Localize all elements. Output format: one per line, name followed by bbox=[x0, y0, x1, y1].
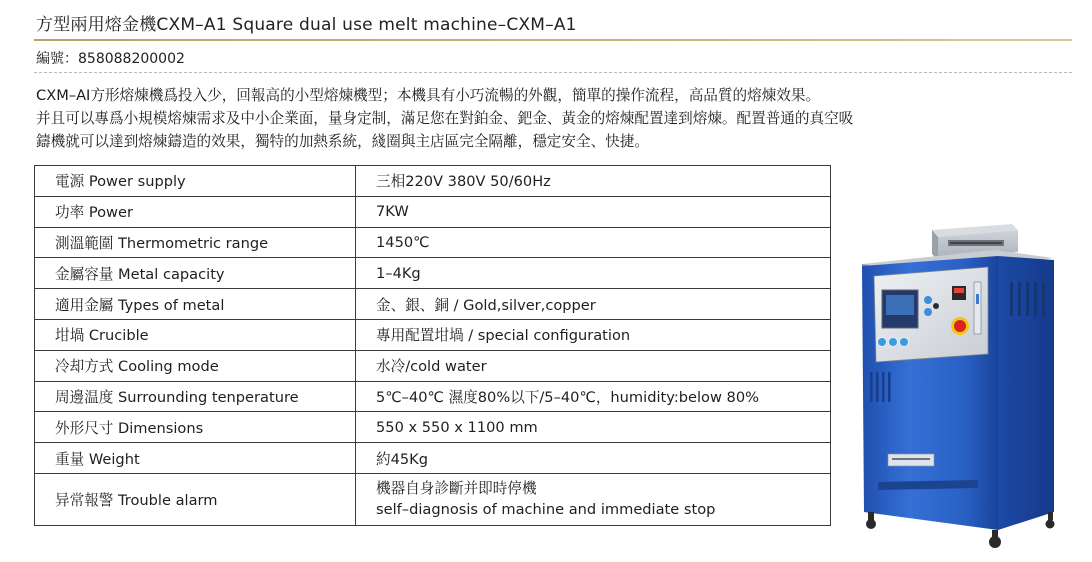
table-row bbox=[35, 227, 831, 258]
description-line: 并且可以專爲小規模熔煉需求及中小企業面，量身定制，滿足您在對鉑金、鈀金、黃金的熔煉配置達到熔煉。配置普通的真空吸 bbox=[36, 110, 854, 127]
spec-label: 重量 Weight bbox=[35, 443, 356, 474]
spec-value: 約45Kg bbox=[356, 443, 831, 474]
spec-label: 測溫範圍 Thermometric range bbox=[35, 227, 356, 258]
product-code bbox=[36, 48, 185, 68]
spec-value: 1450℃ bbox=[356, 227, 831, 258]
spec-value: 三相220V 380V 50/60Hz bbox=[356, 166, 831, 197]
spec-label: 坩堝 Crucible bbox=[35, 319, 356, 350]
flow-meter bbox=[974, 282, 981, 334]
code-divider bbox=[34, 72, 1072, 73]
spec-value: 5℃–40℃ 濕度80%以下/5–40℃，humidity:below 80% bbox=[356, 381, 831, 412]
product-code-value: 858088200002 bbox=[78, 51, 185, 67]
spec-value: 水冷/cold water bbox=[356, 350, 831, 381]
spec-value: 1–4Kg bbox=[356, 258, 831, 289]
spec-label: 冷却方式 Cooling mode bbox=[35, 350, 356, 381]
spec-label: 功率 Power bbox=[35, 196, 356, 227]
spec-label: 异常報警 Trouble alarm bbox=[35, 473, 356, 525]
spec-value: 專用配置坩堝 / special configuration bbox=[356, 319, 831, 350]
spec-label: 周邊温度 Surrounding tenperature bbox=[35, 381, 356, 412]
table-row bbox=[35, 381, 831, 412]
table-row bbox=[35, 412, 831, 443]
table-row bbox=[35, 443, 831, 474]
spec-label: 電源 Power supply bbox=[35, 166, 356, 197]
product-code-label: 編號： bbox=[36, 51, 78, 67]
table-row bbox=[35, 196, 831, 227]
spec-value: 550 x 550 x 1100 mm bbox=[356, 412, 831, 443]
product-description bbox=[36, 84, 1026, 153]
page-title: 方型兩用熔金機CXM–A1 Square dual use melt machine–CXM–A1 bbox=[36, 15, 577, 35]
table-row bbox=[35, 289, 831, 320]
table-row bbox=[35, 166, 831, 197]
spec-label: 外形尺寸 Dimensions bbox=[35, 412, 356, 443]
table-row bbox=[35, 319, 831, 350]
spec-label: 金屬容量 Metal capacity bbox=[35, 258, 356, 289]
description-line: CXM–AI方形熔煉機爲投入少，回報高的小型熔煉機型；本機具有小巧流暢的外觀，簡單的操作流程，高品質的熔煉效果。 bbox=[36, 87, 821, 104]
control-panel bbox=[874, 267, 988, 362]
description-line: 鑄機就可以達到熔煉鑄造的效果，獨特的加熱系統，綫圈與主店區完全隔離，穩定安全、快捷。 bbox=[36, 133, 649, 150]
spec-value-line: 機器自身診斷并即時停機 bbox=[376, 480, 537, 498]
table-row bbox=[35, 473, 831, 525]
table-row bbox=[35, 350, 831, 381]
spec-value: 金、銀、銅 / Gold,silver,copper bbox=[356, 289, 831, 320]
spec-value bbox=[356, 473, 831, 525]
title-divider bbox=[34, 39, 1072, 41]
table-row bbox=[35, 258, 831, 289]
spec-table bbox=[34, 165, 831, 526]
spec-label: 適用金屬 Types of metal bbox=[35, 289, 356, 320]
melt-machine-image bbox=[848, 212, 1063, 557]
spec-value: 7KW bbox=[356, 196, 831, 227]
spec-value-line: self–diagnosis of machine and immediate stop bbox=[376, 501, 716, 519]
